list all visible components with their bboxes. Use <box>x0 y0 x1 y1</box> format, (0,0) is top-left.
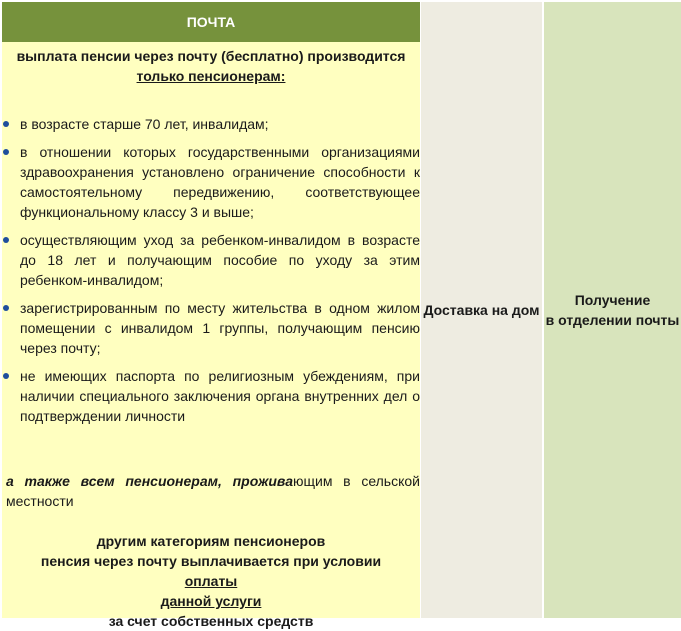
post-column <box>2 2 420 629</box>
rural-bold-part: а также всем пенсионерам, прожива <box>6 473 293 489</box>
intro-text <box>2 46 420 86</box>
post-office-pickup-column <box>544 2 681 618</box>
others-line-3a: оплаты <box>184 573 238 589</box>
rural-pensioners-text <box>6 471 420 511</box>
others-line-3 <box>2 571 420 611</box>
list-item <box>2 114 420 134</box>
category-text: осуществляющим уход за ребенком-инвалидом в возрасте до 18 лет и получающим пособие по уходу за этим ребенком-инвалидом; <box>20 232 420 288</box>
intro-line-1: выплата пенсии через почту (бесплатно) производится <box>16 48 406 64</box>
pickup-line-1: Получение <box>574 292 651 308</box>
others-line-2: пенсия через почту выплачивается при условии <box>40 553 382 569</box>
bullet-icon <box>3 149 9 155</box>
eligible-categories-list <box>2 114 420 426</box>
others-line-1: другим категориям пенсионеров <box>96 533 326 549</box>
bullet-icon <box>3 305 9 311</box>
post-header: ПОЧТА <box>2 2 420 42</box>
pickup-line-2: в отделении почты <box>545 312 680 328</box>
bullet-icon <box>3 373 9 379</box>
intro-line-2: только пенсионерам: <box>136 68 286 84</box>
list-item <box>2 298 420 358</box>
list-item <box>2 142 420 222</box>
others-line-3b: данной услуги <box>160 593 262 609</box>
category-text: в возрасте старше 70 лет, инвалидам; <box>20 116 269 132</box>
other-categories-text <box>2 531 420 631</box>
home-delivery-label: Доставка на дом <box>423 302 540 318</box>
bullet-icon <box>3 237 9 243</box>
bullet-icon <box>3 121 9 127</box>
others-line-4: за счет собственных средств <box>108 613 314 629</box>
category-text: в отношении которых государственными организациями здравоохранения установлено ограничение способности к самостоятельному передвижению, соответствующее функциональному классу 3 и выше; <box>20 144 420 220</box>
list-item <box>2 366 420 426</box>
pickup-label <box>546 290 680 330</box>
category-text: не имеющих паспорта по религиозным убеждениям, при наличии специального заключения органа внутренних дел о подтверждении личности <box>20 368 420 424</box>
category-text: зарегистрированным по месту жительства в одном жилом помещении с инвалидом 1 группы, получающим пенсию через почту; <box>20 300 420 356</box>
list-item <box>2 230 420 290</box>
home-delivery-column <box>421 2 542 618</box>
rural-rest: ющим в сельской местности <box>6 473 420 509</box>
